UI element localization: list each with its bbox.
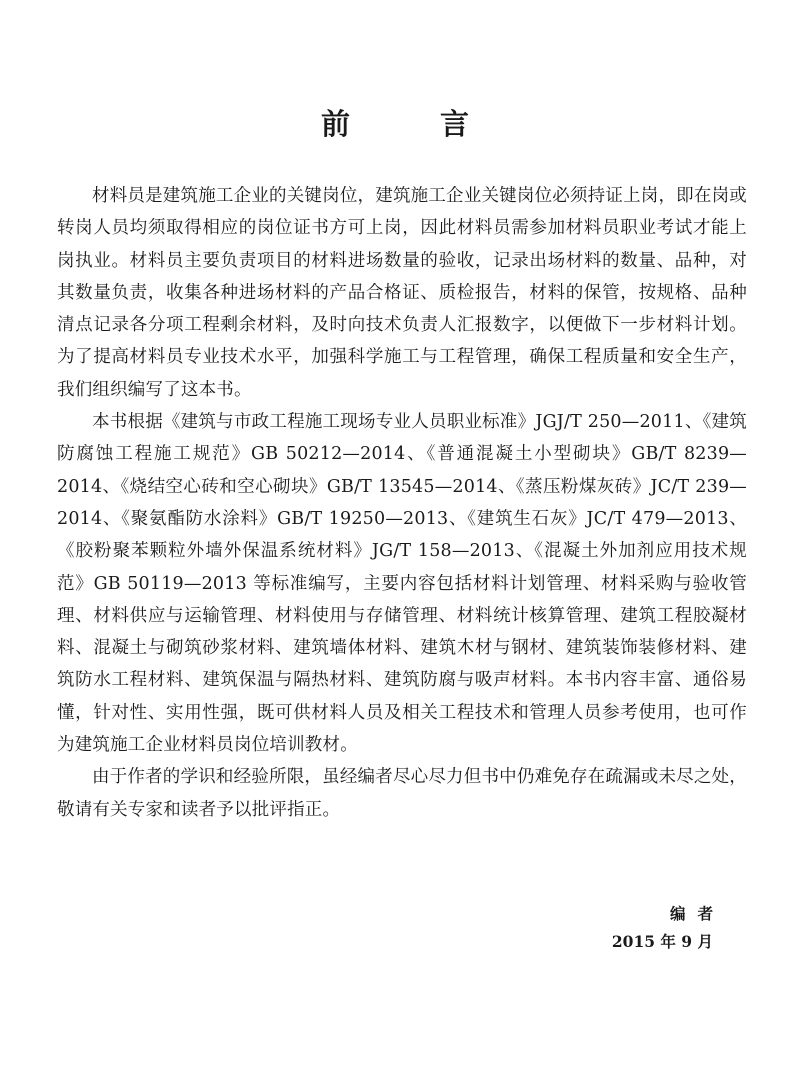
signature-block	[611, 900, 725, 956]
paragraph-standards: 本书根据《建筑与市政工程施工现场专业人员职业标准》JGJ/T 250—2011、《建筑防腐蚀工程施工规范》GB 50212—2014、《普通混凝土小型砌块》GB/T 8239—2014、《烧结空心砖和空心砌块》GB/T 13545—2014、《蒸压粉煤灰砖》JC/T 239—2014、《聚氨酯防水涂料》GB/T 19250—2013、《建筑生石灰》JC/T 479—2013、《胶粉聚苯颗粒外墙外保温系统材料》JG/T 158—2013、《混凝土外加剂应用技术规范》GB 50119—2013 等标准编写，主要内容包括材料计划管理、材料采购与验收管理、材料供应与运输管理、材料使用与存储管理、材料统计核算管理、建筑工程胶凝材料、混凝土与砌筑砂浆材料、建筑墙体材料、建筑木材与钢材、建筑装饰装修材料、建筑防水工程材料、建筑保温与隔热材料、建筑防腐与吸声材料。本书内容丰富、通俗易懂，针对性、实用性强，既可供材料人员及相关工程技术和管理人员参考使用，也可作为建筑施工企业材料员岗位培训教材。	[57, 412, 747, 756]
paragraph-intro: 材料员是建筑施工企业的关键岗位，建筑施工企业关键岗位必须持证上岗，即在岗或转岗人员均须取得相应的岗位证书方可上岗，因此材料员需参加材料员职业考试才能上岗执业。材料员主要负责项目的材料进场数量的验收，记录出场材料的数量、品种，对其数量负责，收集各种进场材料的产品合格证、质检报告，材料的保管，按规格、品种清点记录各分项工程剩余材料，及时向技术负责人汇报数字，以便做下一步材料计划。为了提高材料员专业技术水平，加强科学施工与工程管理，确保工程质量和安全生产，我们组织编写了这本书。	[57, 186, 747, 400]
paragraph-closing: 由于作者的学识和经验所限，虽经编者尽心尽力但书中仍难免存在疏漏或未尽之处，敬请有关专家和读者予以批评指正。	[57, 767, 747, 820]
signature-author: 编者	[669, 904, 725, 923]
preface-body	[57, 180, 747, 826]
signature-date: 2015 年 9 月	[611, 932, 713, 951]
page-title: 前 言	[320, 107, 510, 142]
